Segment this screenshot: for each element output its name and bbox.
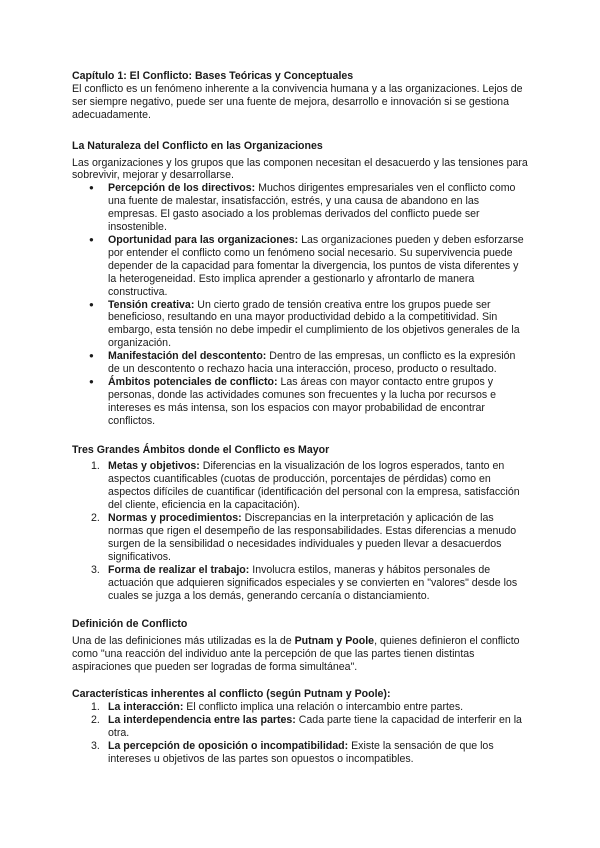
item-label: La interacción: [108,700,184,713]
item-label: Normas y procedimientos: [108,512,242,525]
list-item [72,350,528,376]
item-text: Dentro de las empresas, un conflicto es la expresión de un descontento o rechazo hacia una interacción, proceso, producto o resultado. [108,350,516,376]
spacer [72,122,528,135]
areas-heading: Tres Grandes Ámbitos donde el Conflicto es Mayor [72,443,330,456]
item-number: 1. [91,460,100,473]
item-text: Discrepancias en la interpretación y aplicación de las normas que rigen el desempeño de las responsabilidades. Estas diferencias a menudo surgen de la sensibilidad o necesidades individuales y pueden llevar a desacuerdos significativos. [108,512,517,563]
item-label: Tensión creativa: [108,298,195,311]
item-text: Involucra estilos, maneras y hábitos personales de actuación que adquieren significados especiales y se convierten en "valores" desde los cuales se juzga a los demás, generando cercanía o distanciamiento. [108,563,518,602]
item-text: Un cierto grado de tensión creativa entre los grupos puede ser beneficioso, resultando en una mayor productividad debido a la competitividad. Sin embargo, esta tensión no debe impedir el cumplimiento de los objetivos generales de la organización. [108,298,520,350]
list-item [72,714,528,740]
item-label: Percepción de los directivos: [108,182,256,195]
item-label: Metas y objetivos: [108,460,200,473]
item-number: 2. [91,512,100,525]
spacer [72,674,528,688]
document-page [72,70,528,766]
characteristics-heading: Características inherentes al conflicto (según Putnam y Poole): [72,688,391,701]
chapter-intro: El conflicto es un fenómeno inherente a la convivencia humana y a las organizaciones. Lejos de ser siempre negativo, puede ser una fuente de mejora, desarrollo e innovación si se gestiona adecuadamente. [72,82,523,121]
item-text: Muchos dirigentes empresariales ven el conflicto como una fuente de malestar, insatisfacción, estrés, y una causa de abandono en las empresas. El gasto asociado a los problemas derivados del conflicto puede ser insostenible. [108,182,516,234]
nature-intro: Las organizaciones y los grupos que las componen necesitan el desacuerdo y las tensiones para sobrevivir, mejorar y desarrollarse. [72,156,528,182]
item-text: Diferencias en la visualización de los logros esperados, tanto en aspectos cuantificables (cuotas de producción, porcentajes de pérdidas) como en aspectos difíciles de cuantificar (identificación del personal con la empresa, satisfacción del cliente, eficiencia en la capacitación). [108,460,520,512]
definition-post: , quienes definieron el conflicto como "una reacción del individuo ante la percepción de que las partes tienen distintas aspiraciones que pueden ser logradas de forma simultánea". [72,635,520,674]
spacer [72,602,528,618]
nature-heading: La Naturaleza del Conflicto en las Organizaciones [72,139,323,152]
nature-list [72,182,528,427]
item-text: El conflicto implica una relación o intercambio entre partes. [183,700,464,713]
item-label: La percepción de oposición o incompatibilidad: [108,739,349,752]
characteristics-list [72,701,528,766]
list-item [72,299,528,351]
list-item [72,376,528,428]
list-item [72,740,528,766]
definition-heading: Definición de Conflicto [72,618,188,631]
list-item [72,182,528,234]
item-number: 2. [91,713,100,726]
list-item [72,564,528,603]
spacer [72,428,528,444]
item-text: Las áreas con mayor contacto entre grupos y personas, donde las actividades comunes son frecuentes y la lucha por recursos e intereses es más intensa, son los espacios con mayor probabilidad de encontrar conflictos. [108,375,497,427]
list-item [72,701,528,714]
list-item [72,234,528,299]
item-label: Ámbitos potenciales de conflicto: [108,375,278,388]
definition-pre: Una de las definiciones más utilizadas es la de [72,635,295,648]
item-label: La interdependencia entre las partes: [108,713,296,726]
list-item [72,460,528,512]
list-item [72,512,528,564]
item-label: Forma de realizar el trabajo: [108,563,250,576]
areas-list [72,460,528,602]
item-label: Manifestación del descontento: [108,350,267,363]
definition-text [72,635,528,674]
item-number: 3. [91,739,100,752]
item-number: 1. [91,700,100,713]
item-text: Existe la sensación de que los intereses u objetivos de las partes son opuestos o incompatibles. [108,739,494,765]
definition-authors: Putnam y Poole [294,635,375,648]
item-text: Cada parte tiene la capacidad de interferir en la otra. [108,713,522,739]
item-text: Las organizaciones pueden y deben esforzarse por entender el conflicto como un fenómeno social necesario. Su supervivencia puede depender de la capacidad para fomentar la divergencia, los puntos de vista diferentes y la heterogeneidad. Esto implica aprender a gestionarlo y afrontarlo de manera constructiva. [108,233,524,298]
chapter-title: Capítulo 1: El Conflicto: Bases Teóricas y Conceptuales [72,70,354,82]
item-label: Oportunidad para las organizaciones: [108,233,299,246]
item-number: 3. [91,563,100,576]
